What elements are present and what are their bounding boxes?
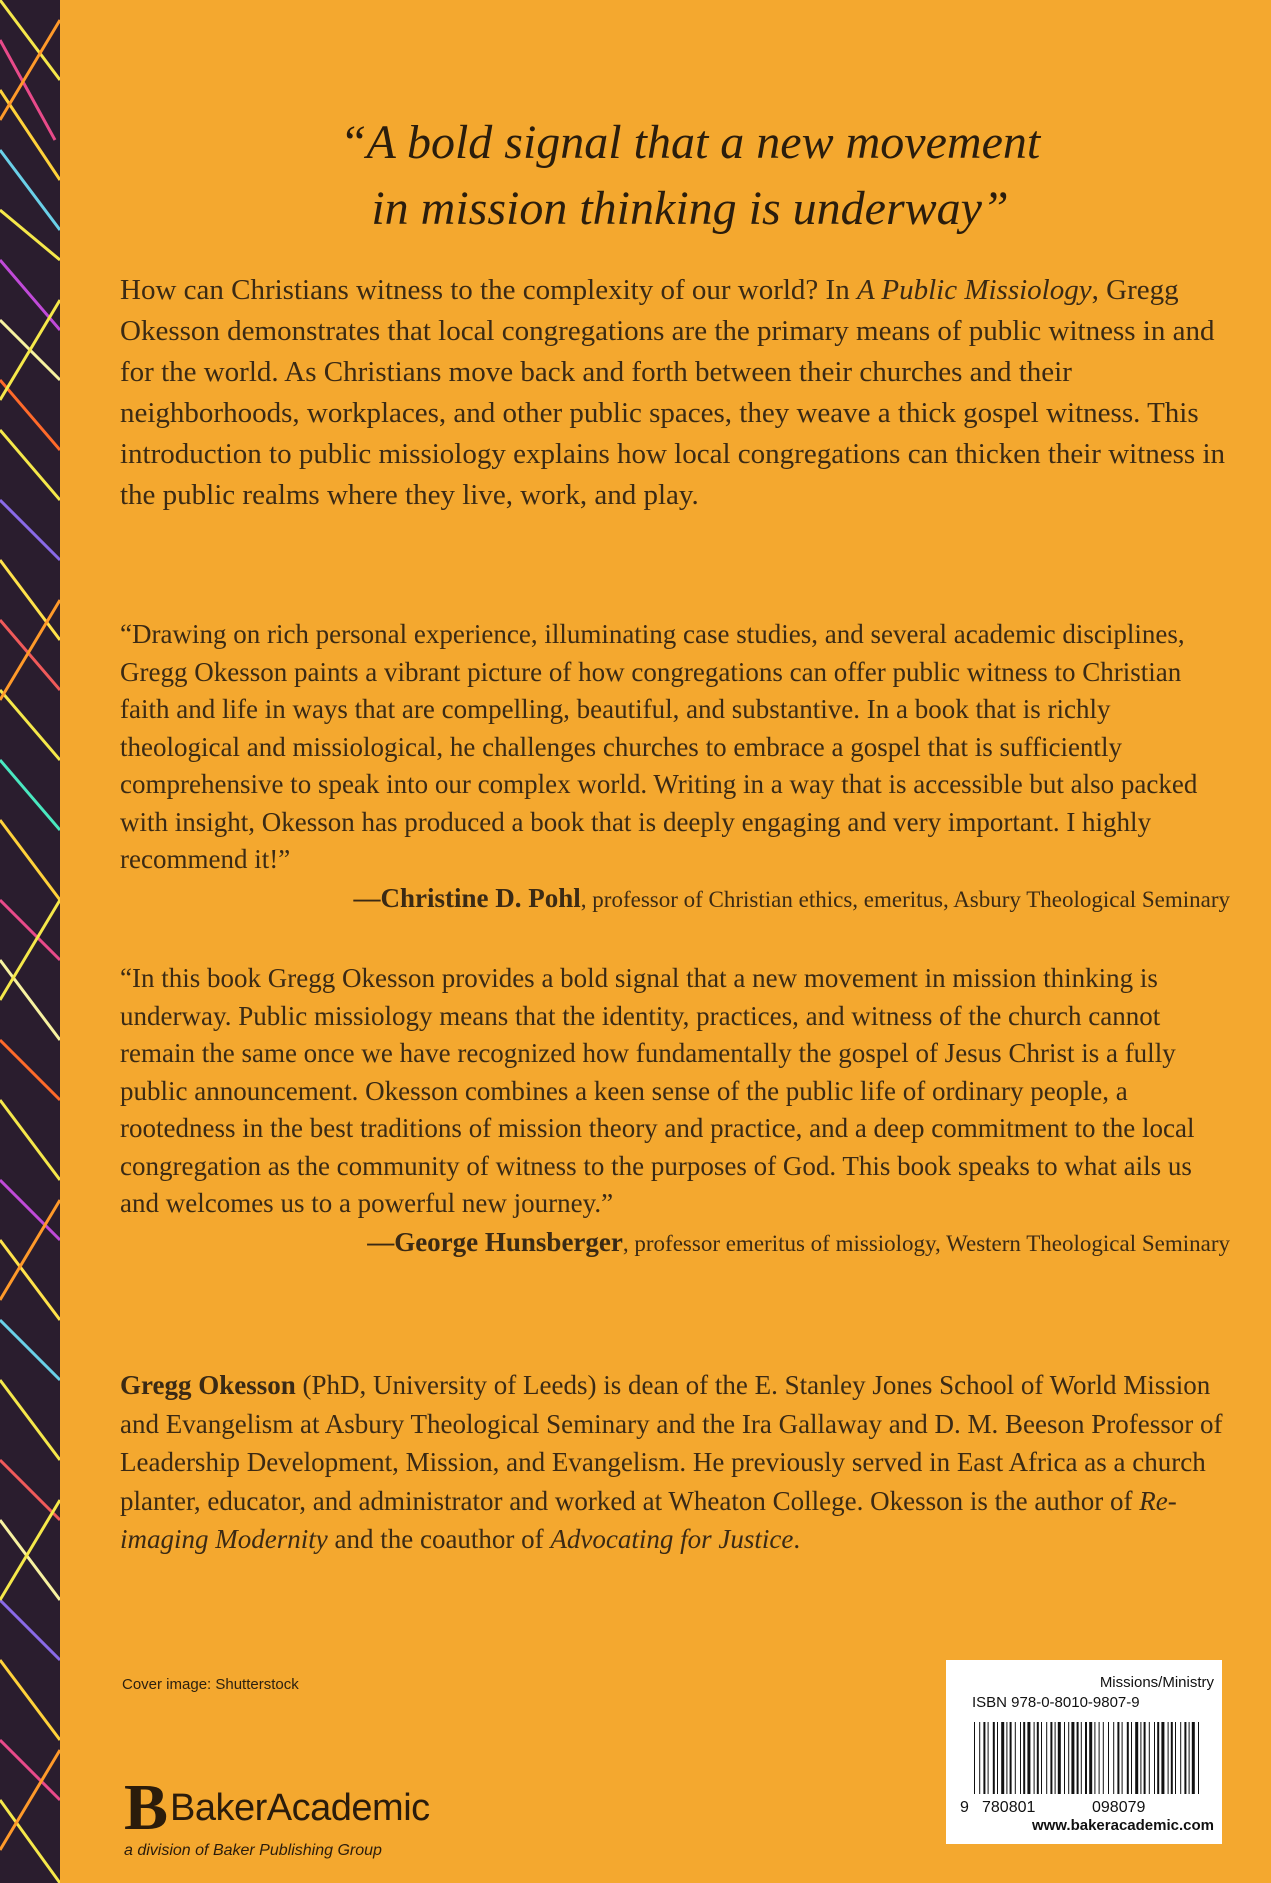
barcode-bar [1149, 1722, 1150, 1794]
barcode-bar [1064, 1722, 1065, 1794]
barcode-bar [1180, 1722, 1181, 1794]
barcode-bar [1071, 1722, 1074, 1794]
barcode-bar [1099, 1722, 1100, 1794]
endorser-name: —George Hunsberger [367, 1226, 623, 1257]
barcode-bar [1117, 1722, 1119, 1794]
barcode-bar [1037, 1722, 1039, 1794]
barcode-bar [1058, 1722, 1061, 1794]
endorser-affiliation: , professor of Christian ethics, emeritus, Asbury Theological Seminary [580, 886, 1230, 912]
bio-book-1: Re-imaging Modernity [120, 1485, 1177, 1554]
publisher-logo [124, 1771, 504, 1860]
barcode-bar [1108, 1722, 1109, 1794]
endorsement-attribution [120, 881, 1230, 917]
barcode-bar [1198, 1722, 1199, 1794]
barcode-bar [1140, 1722, 1141, 1794]
barcode-bar [1077, 1722, 1079, 1794]
book-title: A Public Missiology [856, 274, 1092, 306]
endorsement-2 [120, 960, 1230, 1261]
barcode-bar [1094, 1722, 1095, 1794]
barcode-bar [1055, 1722, 1056, 1794]
barcode-bar [1127, 1722, 1129, 1794]
barcode-bar [1175, 1722, 1176, 1794]
barcode-bar [1041, 1722, 1042, 1794]
publisher-mark-icon: B [124, 1771, 165, 1844]
barcode-bar [1192, 1722, 1195, 1794]
author-name: Gregg Okesson [120, 1370, 296, 1400]
endorser-name: —Christine D. Pohl [353, 882, 581, 913]
barcode-bar [1171, 1722, 1173, 1794]
bio-text-2: and the coauthor of [327, 1524, 551, 1554]
publisher-division: a division of Baker Publishing Group [124, 1842, 382, 1859]
barcode-bar [993, 1722, 995, 1794]
publisher-url: www.bakeracademic.com [1031, 1817, 1214, 1834]
barcode-bar [1144, 1722, 1146, 1794]
barcode-bar [1020, 1722, 1021, 1794]
barcode-bar [983, 1722, 985, 1794]
barcode-bar [1006, 1722, 1007, 1794]
tagline-line-2: in mission thinking is underway” [371, 182, 1009, 235]
description-text-after: , Gregg Okesson demonstrates that local congregations are the primary means of public witness in and for the world. As Christians move back and forth between their churches and their neighborhoods, workplaces, and other public spaces, they weave a thick gospel witness. This introduction to public missiology explains how local congregations can thicken their witness in the public realms where they live, work, and play. [120, 274, 1226, 511]
barcode-bar [1089, 1722, 1092, 1794]
barcode-digit-first: 9 [960, 1799, 969, 1816]
bio-text-3: . [793, 1524, 801, 1554]
barcode-digits-group-1: 780801 [982, 1799, 1036, 1816]
barcode-icon [960, 1718, 1210, 1816]
barcode-digits-group-2: 098079 [1092, 1799, 1146, 1816]
barcode-bar [1135, 1722, 1138, 1794]
barcode-bar [1168, 1722, 1169, 1794]
endorsement-quote: “Drawing on rich personal experience, illuminating case studies, and several academic disciplines, Gregg Okesson paints a vibrant picture of how congregations can offer public witness to Christian faith and life in ways that are compelling, beautiful, and substantive. In a book that is richly theological and missiological, he challenges churches to embrace a gospel that is sufficiently comprehensive to speak into our complex world. Writing in a way that is accessible but also packed with insight, Okesson has produced a book that is deeply engaging and very important. I highly recommend it!” [120, 619, 1198, 874]
barcode-bar [1189, 1722, 1190, 1794]
category-label: Missions/Ministry [1099, 1674, 1214, 1691]
barcode-bar [1010, 1722, 1012, 1794]
barcode-bar [1023, 1722, 1025, 1794]
barcode-bar [1015, 1722, 1016, 1794]
author-bio [120, 1366, 1230, 1559]
barcode-panel [946, 1660, 1222, 1844]
barcode-bar [1068, 1722, 1069, 1794]
cover-image-credit: Cover image: Shutterstock [122, 1676, 299, 1693]
description-text-before: How can Christians witness to the complexity of our world? In [120, 274, 857, 306]
publisher-name: BakerAcademic [170, 1786, 430, 1829]
barcode-bar [1122, 1722, 1123, 1794]
isbn-label: ISBN 978-0-8010-9807-9 [972, 1694, 1140, 1711]
barcode-bar [1184, 1722, 1186, 1794]
barcode-bar [1113, 1722, 1114, 1794]
barcode-bar [1157, 1722, 1159, 1794]
endorsement-quote: “In this book Gregg Okesson provides a bold signal that a new movement in mission thinking is underway. Public missiology means that the identity, practices, and witness of the church cannot remain the same once we have recognized how fundamentally the gospel of Jesus Christ is a fully public announcement. Okesson combines a keen sense of the public life of ordinary people, a rootedness in the best traditions of mission theory and practice, and a deep commitment to the local congregation as the community of witness to the purposes of God. This book speaks to what ails us and welcomes us to a powerful new journey.” [120, 963, 1195, 1218]
tagline-line-1: “A bold signal that a new movement [339, 116, 1041, 169]
bio-text-1: (PhD, University of Leeds) is dean of the E. Stanley Jones School of World Mission and Evangelism at Asbury Theological Seminary and the Ira Gallaway and D. M. Beeson Professor of Leadership Development, Mission, and Evangelism. He previously served in East Africa as a church planter, educator, and administrator and worked at Wheaton College. Okesson is the author of [120, 1370, 1223, 1516]
barcode-bar [974, 1722, 975, 1794]
barcode-bar [1085, 1722, 1087, 1794]
barcode-bar [997, 1722, 998, 1794]
barcode-bar [1050, 1722, 1052, 1794]
barcode-bar [1001, 1722, 1004, 1794]
barcode-bar [1027, 1722, 1030, 1794]
barcode-bar [1131, 1722, 1132, 1794]
barcode-bar [1103, 1722, 1104, 1794]
tagline [240, 110, 1140, 242]
barcode-bar [979, 1722, 980, 1794]
barcode-bar [1034, 1722, 1035, 1794]
barcode-bar [1161, 1722, 1164, 1794]
endorsement-attribution [120, 1225, 1230, 1261]
barcode-bar [1081, 1722, 1082, 1794]
endorser-affiliation: , professor emeritus of missiology, Western Theological Seminary [622, 1230, 1230, 1256]
barcode-bar [1154, 1722, 1155, 1794]
endorsement-1 [120, 616, 1230, 917]
barcode-bar [988, 1722, 989, 1794]
book-description [120, 270, 1230, 516]
barcode-bar [1046, 1722, 1047, 1794]
bio-book-2: Advocating for Justice [550, 1524, 794, 1554]
